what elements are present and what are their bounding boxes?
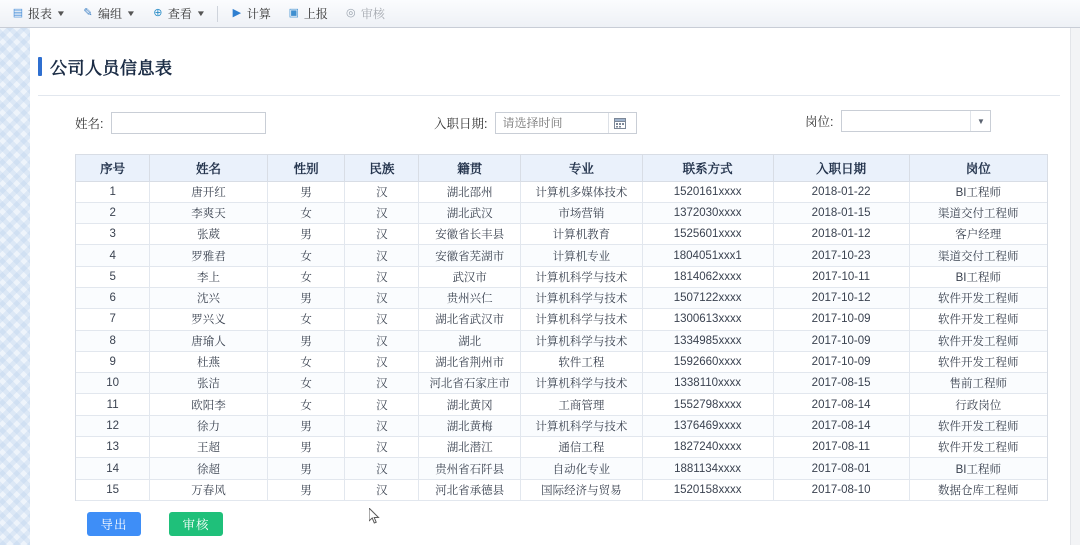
table-cell: 计算机多媒体技术 [521,181,642,202]
table-cell: 计算机教育 [521,224,642,245]
table-cell: 1376469xxxx [642,415,773,436]
table-cell: 沈兴 [150,287,267,308]
table-cell: 1 [76,181,150,202]
table-cell: 市场营销 [521,202,642,223]
table-cell: 女 [267,245,345,266]
toolbar-item-编组[interactable] [74,3,142,25]
table-cell: 6 [76,287,150,308]
table-cell: BI工程师 [909,266,1047,287]
toolbar-item-上报[interactable] [280,3,335,25]
table-cell: 渠道交付工程师 [909,245,1047,266]
table-cell: 男 [267,415,345,436]
table-cell: 张洁 [150,373,267,394]
table-cell: 计算机科学与技术 [521,330,642,351]
table-cell: 2017-08-01 [773,458,909,479]
table-cell: 1507122xxxx [642,287,773,308]
column-header: 岗位 [909,155,1047,181]
toolbar-item-label: 上报 [303,7,328,21]
table-cell: 女 [267,373,345,394]
toolbar [0,0,1080,28]
column-header: 民族 [345,155,419,181]
table-cell: 2018-01-12 [773,224,909,245]
table-cell: 9 [76,351,150,372]
table-cell: 女 [267,351,345,372]
title-accent-bar [38,57,42,76]
position-select[interactable] [841,110,991,132]
chevron-down-icon[interactable]: ▼ [55,9,67,18]
table-cell: 汉 [345,181,419,202]
table-cell: 2017-10-11 [773,266,909,287]
column-header: 性别 [267,155,345,181]
filter-position [805,110,991,132]
table-cell: 国际经济与贸易 [521,479,642,500]
table-cell: 计算机科学与技术 [521,287,642,308]
filter-name [75,112,266,134]
table-cell: 男 [267,458,345,479]
report-sheet [30,28,1070,545]
table-cell: 2018-01-22 [773,181,909,202]
table-cell: 13 [76,437,150,458]
table-cell: 计算机科学与技术 [521,266,642,287]
column-header: 入职日期 [773,155,909,181]
table-cell: 男 [267,479,345,500]
column-header: 联系方式 [642,155,773,181]
table-cell: 湖北黄梅 [419,415,521,436]
action-bar [87,512,1070,536]
table-cell: 行政岗位 [909,394,1047,415]
table-cell: 计算机专业 [521,245,642,266]
table-cell: 计算机科学与技术 [521,309,642,330]
table-cell: 2017-10-09 [773,351,909,372]
column-header: 姓名 [150,155,267,181]
table-row[interactable] [76,330,1047,351]
page-title-row [30,28,1070,89]
table-cell: 1520158xxxx [642,479,773,500]
chevron-down-icon[interactable]: ▼ [970,111,990,131]
table-cell: 2017-10-12 [773,287,909,308]
table-cell: 通信工程 [521,437,642,458]
table-cell: 唐开红 [150,181,267,202]
table-row[interactable] [76,415,1047,436]
table-cell: 湖北黄冈 [419,394,521,415]
hire-date-label: 入职日期: [434,117,488,131]
filter-bar [30,96,1070,148]
table-cell: 汉 [345,309,419,330]
vertical-scrollbar[interactable] [1070,28,1080,545]
table-cell: 渠道交付工程师 [909,202,1047,223]
edit-icon: ✎ [83,7,93,19]
table-cell: 徐力 [150,415,267,436]
toolbar-item-label: 计算 [246,7,271,21]
table-cell: 湖北武汉 [419,202,521,223]
table-cell: 2018-01-15 [773,202,909,223]
table-cell: 女 [267,202,345,223]
table-cell: 软件开发工程师 [909,351,1047,372]
column-header: 专业 [521,155,642,181]
chevron-down-icon[interactable]: ▼ [195,9,207,18]
toolbar-item-计算[interactable] [223,3,278,25]
view-icon: ⊕ [153,7,163,19]
table-cell: 万春风 [150,479,267,500]
table-cell: 湖北潜江 [419,437,521,458]
table-cell: 汉 [345,202,419,223]
table-cell: 2017-08-14 [773,415,909,436]
name-input[interactable] [111,112,266,134]
toolbar-item-label: 审核 [360,7,385,21]
table-cell: 2 [76,202,150,223]
table-cell: 湖北邵州 [419,181,521,202]
table-cell: 11 [76,394,150,415]
table-cell: 软件开发工程师 [909,437,1047,458]
export-button[interactable]: 导出 [87,512,141,536]
table-row[interactable] [76,202,1047,223]
table-body [76,181,1047,500]
name-label: 姓名: [75,117,104,131]
table-cell: 1804051xxx1 [642,245,773,266]
column-header: 籍贯 [419,155,521,181]
table-row[interactable] [76,181,1047,202]
page-background [0,28,1080,545]
hire-date-input[interactable] [496,113,608,133]
table-row[interactable] [76,287,1047,308]
toolbar-item-报表[interactable] [4,3,72,25]
table-cell: 男 [267,224,345,245]
table-cell: 女 [267,394,345,415]
chevron-down-icon[interactable]: ▼ [125,9,137,18]
table-cell: 贵州兴仁 [419,287,521,308]
toolbar-item-审核[interactable] [337,3,392,25]
table-cell: 2017-08-15 [773,373,909,394]
table-row[interactable] [76,266,1047,287]
table-cell: 汉 [345,287,419,308]
table-cell: 7 [76,309,150,330]
table-cell: 王超 [150,437,267,458]
table-cell: 12 [76,415,150,436]
table-cell: 14 [76,458,150,479]
table-cell: 计算机科学与技术 [521,373,642,394]
table-cell: 2017-10-09 [773,330,909,351]
toolbar-item-label: 报表 [28,7,53,21]
toolbar-item-查看[interactable] [144,3,212,25]
table-header [76,155,1047,181]
table-cell: 张葳 [150,224,267,245]
table-cell: 汉 [345,458,419,479]
table-cell: 河北省承德县 [419,479,521,500]
table-cell: 2017-08-10 [773,479,909,500]
table-cell: 8 [76,330,150,351]
upload-icon: ▣ [288,7,300,19]
table-cell: BI工程师 [909,181,1047,202]
position-label: 岗位: [805,115,834,129]
table-cell: 李上 [150,266,267,287]
table-cell: 汉 [345,437,419,458]
table-cell: 贵州省石阡县 [419,458,521,479]
calculate-icon: ▶ [232,7,242,19]
table-cell: 汉 [345,330,419,351]
table-row[interactable] [76,351,1047,372]
table-cell: 男 [267,181,345,202]
table-cell: 售前工程师 [909,373,1047,394]
table-cell: 湖北 [419,330,521,351]
table-cell: 3 [76,224,150,245]
table-cell: 徐超 [150,458,267,479]
table-cell: 汉 [345,415,419,436]
audit-icon: ◎ [346,7,356,19]
table-cell: 汉 [345,224,419,245]
table-cell: 罗兴义 [150,309,267,330]
toolbar-item-label: 编组 [97,7,122,21]
table-cell: 1372030xxxx [642,202,773,223]
table-cell: 女 [267,266,345,287]
table-cell: 男 [267,437,345,458]
table-row[interactable] [76,437,1047,458]
toolbar-separator [217,6,218,22]
table-cell: 2017-08-11 [773,437,909,458]
table-cell: 客户经理 [909,224,1047,245]
table-cell: 李爽天 [150,202,267,223]
filter-hire-date [434,112,637,134]
table-cell: 自动化专业 [521,458,642,479]
table-cell: 湖北省武汉市 [419,309,521,330]
header-row [76,155,1047,181]
hire-date-picker[interactable] [495,112,637,134]
table-cell: 1814062xxxx [642,266,773,287]
table-row[interactable] [76,373,1047,394]
table-cell: 安徽省长丰县 [419,224,521,245]
table-cell: 软件工程 [521,351,642,372]
report-icon: ▤ [12,7,24,19]
table-cell: 汉 [345,351,419,372]
table-cell: BI工程师 [909,458,1047,479]
employee-table [76,155,1047,501]
table-cell: 软件开发工程师 [909,330,1047,351]
table-cell: 计算机科学与技术 [521,415,642,436]
table-cell: 男 [267,287,345,308]
table-cell: 4 [76,245,150,266]
table-cell: 2017-10-09 [773,309,909,330]
table-cell: 唐瑜人 [150,330,267,351]
table-cell: 汉 [345,373,419,394]
table-cell: 欧阳李 [150,394,267,415]
table-row[interactable] [76,479,1047,500]
table-cell: 软件开发工程师 [909,415,1047,436]
employee-table-wrapper [75,154,1048,501]
table-cell: 汉 [345,266,419,287]
toolbar-item-label: 查看 [167,7,192,21]
table-cell: 武汉市 [419,266,521,287]
table-cell: 河北省石家庄市 [419,373,521,394]
table-cell: 1520161xxxx [642,181,773,202]
table-cell: 1827240xxxx [642,437,773,458]
page-title: 公司人员信息表 [50,59,173,78]
table-cell: 罗雅君 [150,245,267,266]
table-cell: 1592660xxxx [642,351,773,372]
table-cell: 1334985xxxx [642,330,773,351]
table-cell: 汉 [345,479,419,500]
table-cell: 数据仓库工程师 [909,479,1047,500]
table-cell: 女 [267,309,345,330]
table-cell: 汉 [345,245,419,266]
table-cell: 安徽省芜湖市 [419,245,521,266]
table-cell: 软件开发工程师 [909,287,1047,308]
column-header: 序号 [76,155,150,181]
table-cell: 湖北省荆州市 [419,351,521,372]
table-row[interactable] [76,224,1047,245]
table-cell: 5 [76,266,150,287]
table-row[interactable] [76,309,1047,330]
table-cell: 汉 [345,394,419,415]
table-row[interactable] [76,394,1047,415]
table-cell: 1552798xxxx [642,394,773,415]
table-cell: 1338110xxxx [642,373,773,394]
table-cell: 2017-10-23 [773,245,909,266]
table-cell: 男 [267,330,345,351]
table-cell: 1300613xxxx [642,309,773,330]
table-cell: 2017-08-14 [773,394,909,415]
table-cell: 杜燕 [150,351,267,372]
table-cell: 15 [76,479,150,500]
table-cell: 软件开发工程师 [909,309,1047,330]
table-row[interactable] [76,245,1047,266]
table-cell: 10 [76,373,150,394]
table-cell: 工商管理 [521,394,642,415]
audit-button[interactable]: 审核 [169,512,223,536]
table-cell: 1525601xxxx [642,224,773,245]
table-cell: 1881134xxxx [642,458,773,479]
calendar-icon[interactable] [608,113,630,133]
table-row[interactable] [76,458,1047,479]
